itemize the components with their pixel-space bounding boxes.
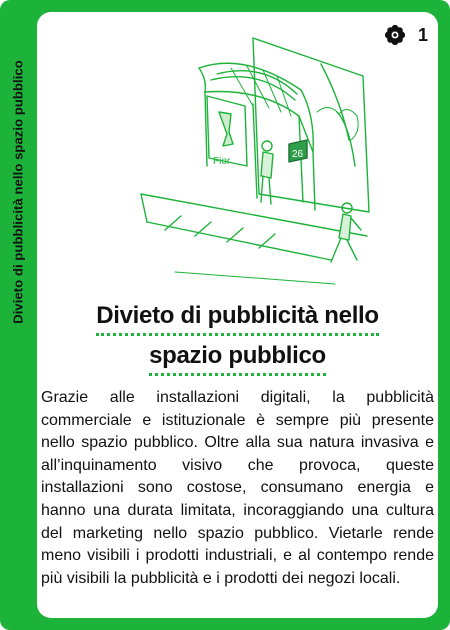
card-title (37, 302, 438, 376)
card-number: 1 (417, 24, 428, 45)
bus-stop-illustration (135, 16, 403, 288)
side-label (0, 0, 37, 630)
side-label-text: Divieto di pubblicità nello spazio pubblico (10, 60, 26, 324)
poster-text: Fior (213, 156, 231, 167)
card-content (37, 12, 438, 618)
bus-number: 26 (292, 149, 304, 160)
title-line-2: spazio pubblico (149, 342, 326, 376)
card-description: Grazie alle installazioni digitali, la pubblicità commerciale e istituzionale è sempre più presente nello spazio pubblico. Oltre alla sua natura invasiva e all’inquinamento visivo che provoca, queste installazioni sono costose, consumano energia e hanno una durata limitata, incoraggiando una cultura del marketing nello spazio pubblico. Vietarle rende meno visibili i prodotti industriali, e al contempo rende più visibili la pubblicità e i prodotti dei negozi locali. (41, 389, 434, 587)
title-line-1: Divieto di pubblicità nello (96, 302, 379, 336)
